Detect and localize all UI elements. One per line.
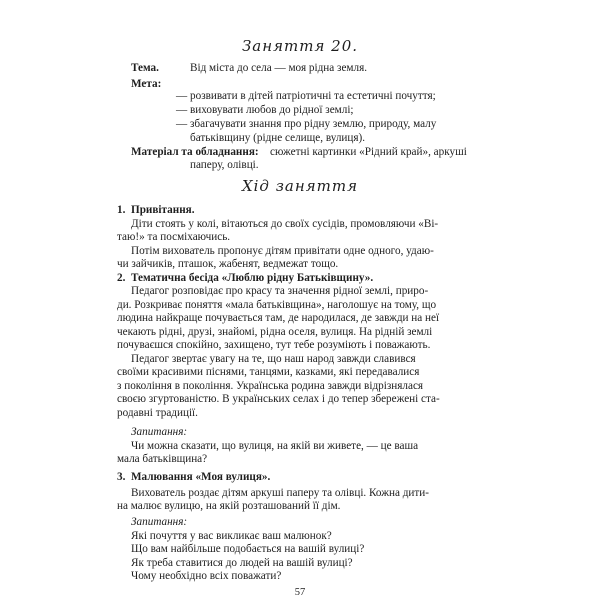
- materials-label: Матеріал та обладнання:: [131, 146, 259, 158]
- paragraph-line: Діти стоять у колі, вітаються до своїх сусідів, промовляючи «Ві-: [131, 218, 439, 230]
- paragraph-line: з покоління в покоління. Українська родина завжди відрізнялася: [117, 380, 424, 392]
- paragraph-line: на малює вулицю, на якій розташований її дім.: [117, 500, 341, 512]
- section-heading: Тематична бесіда «Люблю рідну Батьківщину».: [131, 272, 374, 284]
- paragraph-line: Потім вихователь пропонує дітям привітати одне одного, удаю-: [131, 245, 434, 257]
- question-item: Як треба ставитися до людей на вашій вулиці?: [131, 557, 353, 569]
- goal-item: батьківщину (рідне селище, вулиця).: [190, 132, 366, 144]
- materials-text: сюжетні картинки «Рідний край», аркуші: [270, 146, 467, 158]
- paragraph-line: таю!» та посміхаючись.: [117, 231, 231, 243]
- paragraph-line: своїми красивими піснями, танцями, казками, які передавалися: [117, 366, 420, 378]
- lesson-title: Заняття 20.: [241, 37, 359, 55]
- goal-dash-1: —: [176, 90, 188, 102]
- paragraph-line: родавні традиції.: [117, 407, 198, 419]
- question-label: Запитання:: [131, 516, 188, 528]
- paragraph-line: Педагог розповідає про красу та значення рідної землі, приро-: [131, 285, 429, 297]
- paragraph-line: ди. Розкриває поняття «мала батьківщина», наголошує на тому, що: [117, 299, 437, 311]
- question-item: Що вам найбільше подобається на вашій вулиці?: [131, 543, 365, 555]
- question-item: Які почуття у вас викликає ваш малюнок?: [131, 530, 332, 542]
- goal-dash-3: —: [176, 118, 188, 130]
- paragraph-line: чи зайчиків, пташок, жабенят, ведмежат тощо.: [117, 258, 339, 270]
- section-heading: Малювання «Моя вулиця».: [131, 471, 271, 483]
- page-number: 57: [294, 587, 306, 598]
- question-line: Чи можна сказати, що вулиця, на якій ви живете, — це ваша: [131, 440, 419, 452]
- question-item: Чому необхідно всіх поважати?: [131, 570, 282, 582]
- goal-item: виховувати любов до рідної землі;: [190, 104, 354, 116]
- section-title: Хід заняття: [241, 177, 359, 195]
- goal-item: збагачувати знання про рідну землю, природу, малу: [190, 118, 437, 130]
- question-line: мала батьківщина?: [117, 453, 208, 465]
- paragraph-line: чекають рідні, друзі, знайомі, рідна оселя, вулиця. На рідній землі: [117, 326, 433, 338]
- paragraph-line: людина найкраще почувається там, де народилася, де завжди на неї: [117, 312, 440, 324]
- section-number: 1.: [117, 204, 126, 216]
- section-number: 3.: [117, 471, 126, 483]
- question-label: Запитання:: [131, 426, 188, 438]
- materials-text-cont: паперу, олівці.: [190, 159, 259, 171]
- paragraph-line: своєю згуртованістю. В українських селах і до тепер збережені ста-: [117, 393, 440, 405]
- goal-label: Мета:: [131, 78, 162, 90]
- paragraph-line: почуваєшся спокійно, захищено, тут тебе розуміють і поважають.: [117, 339, 431, 351]
- topic-label: Тема.: [131, 62, 159, 74]
- section-heading: Привітання.: [131, 204, 195, 216]
- paragraph-line: Вихователь роздає дітям аркуші паперу та олівці. Кожна дити-: [131, 487, 430, 499]
- paragraph-line: Педагог звертає увагу на те, що наш народ завжди славився: [131, 353, 416, 365]
- goal-dash-2: —: [176, 104, 188, 116]
- goal-item: розвивати в дітей патріотичні та естетичні почуття;: [190, 90, 436, 102]
- topic-text: Від міста до села — моя рідна земля.: [190, 62, 368, 74]
- section-number: 2.: [117, 272, 126, 284]
